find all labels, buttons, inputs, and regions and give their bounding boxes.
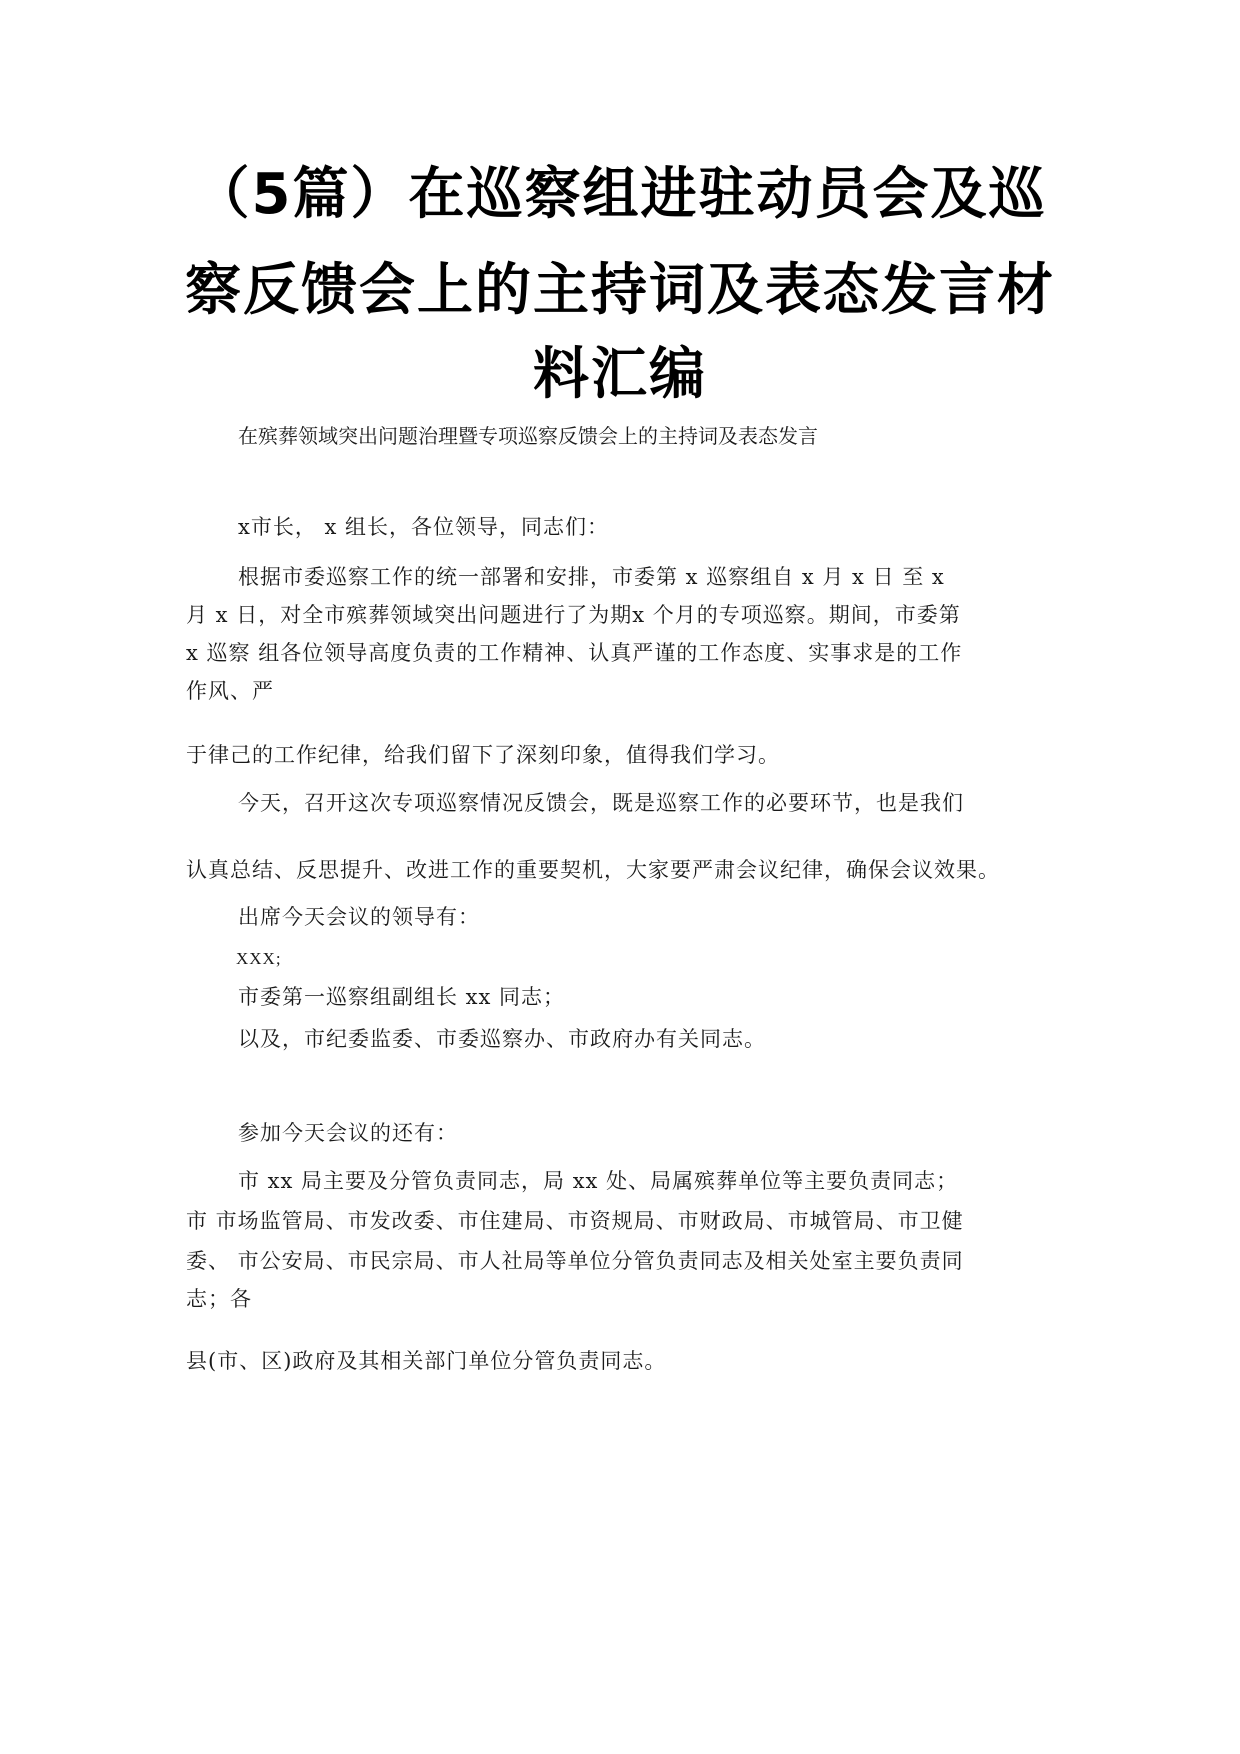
paragraph-line: 志；各: [186, 1287, 252, 1311]
paragraph-line: 月 x 日，对全市殡葬领域突出问题进行了为期x 个月的专项巡察。期间，市委第: [186, 603, 961, 627]
document-title-line-1: （5篇）在巡察组进驻动员会及巡: [193, 162, 1047, 227]
paragraph-line: 出席今天会议的领导有：: [238, 905, 480, 929]
salutation: x市长， x 组长，各位领导，同志们：: [238, 515, 610, 539]
paragraph-line: 于律己的工作纪律，给我们留下了深刻印象，值得我们学习。: [186, 743, 780, 767]
document-subtitle: 在殡葬领域突出问题治理暨专项巡察反馈会上的主持词及表态发言: [238, 424, 818, 448]
paragraph-line: 今天，召开这次专项巡察情况反馈会，既是巡察工作的必要环节，也是我们: [238, 791, 964, 815]
paragraph-line: 市 xx 局主要及分管负责同志，局 xx 处、局属殡葬单位等主要负责同志；: [238, 1169, 959, 1193]
paragraph-line: 认真总结、反思提升、改进工作的重要契机，大家要严肃会议纪律，确保会议效果。: [186, 858, 1000, 882]
paragraph-line: 根据市委巡察工作的统一部署和安排，市委第 x 巡察组自 x 月 x 日 至 x: [238, 565, 945, 589]
paragraph-line: 县(市、区)政府及其相关部门单位分管负责同志。: [186, 1349, 667, 1373]
document-title-line-3: 料汇编: [533, 342, 707, 407]
paragraph-line: 参加今天会议的还有：: [238, 1121, 458, 1145]
paragraph-line: 委、 市公安局、市民宗局、市人社局等单位分管负责同志及相关处室主要负责同: [186, 1249, 964, 1273]
paragraph-line: 市委第一巡察组副组长 xx 同志；: [238, 985, 566, 1009]
paragraph-line: XXX;: [236, 949, 282, 968]
paragraph-line: 以及，市纪委监委、市委巡察办、市政府办有关同志。: [238, 1027, 766, 1051]
paragraph-line: x 巡察 组各位领导高度负责的工作精神、认真严谨的工作态度、实事求是的工作: [186, 641, 963, 665]
paragraph-line: 作风、严: [186, 679, 274, 703]
paragraph-line: 市 市场监管局、市发改委、市住建局、市资规局、市财政局、市城管局、市卫健: [186, 1209, 964, 1233]
document-title-line-2: 察反馈会上的主持词及表态发言材: [185, 258, 1055, 323]
